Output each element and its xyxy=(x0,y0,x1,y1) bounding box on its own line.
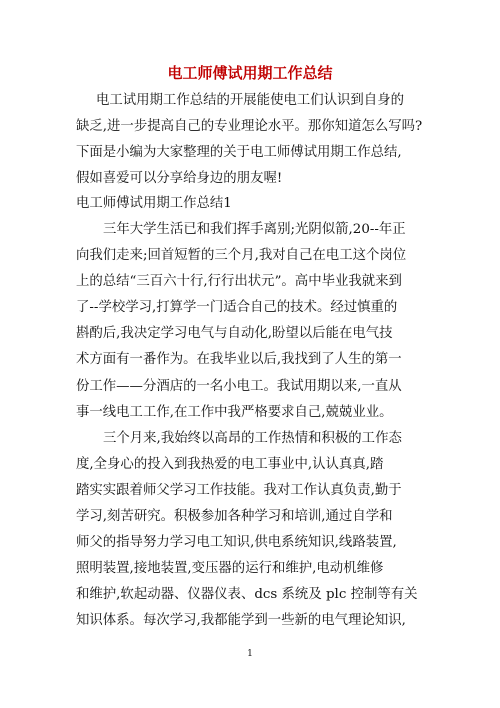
paragraph-line: 份工作——分酒店的一名小电工。我试用期以来,一直从 xyxy=(76,379,402,394)
paragraph-line: 了--学校学习,打算学一门适合自己的技术。经过慎重的 xyxy=(76,300,398,315)
paragraph-line: 和维护,软起动器、仪器仪表、dcs 系统及 plc 控制等有关 xyxy=(76,587,418,602)
paragraph-line: 向我们走来;回首短暂的三个月,我对自己在电工这个岗位 xyxy=(76,248,407,263)
paragraph-line: 斟酌后,我决定学习电气与自动化,盼望以后能在电气技 xyxy=(76,326,393,341)
section-heading: 电工师傅试用期工作总结1 xyxy=(76,196,232,211)
paragraph-line: 事一线电工工作,在工作中我严格要求自己,兢兢业业。 xyxy=(76,405,393,420)
paragraph-line: 上的总结“三百六十行,行行出状元”。高中毕业我就来到 xyxy=(76,274,402,289)
intro-line: 假如喜爱可以分享给身边的朋友喔! xyxy=(76,171,283,186)
paragraph-line: 度,全身心的投入到我热爱的电工事业中,认认真真,踏 xyxy=(76,457,384,472)
paragraph-line: 师父的指导努力学习电工知识,供电系统知识,线路装置, xyxy=(76,535,397,550)
paragraph-line: 知识体系。每次学习,我都能学到一些新的电气理论知识, xyxy=(76,613,406,628)
intro-line: 缺乏,进一步提高自己的专业理论水平。那你知道怎么写吗? xyxy=(76,119,423,134)
intro-line: 电工试用期工作总结的开展能使电工们认识到自身的 xyxy=(96,93,404,108)
page-number: 1 xyxy=(247,649,253,659)
intro-line: 下面是小编为大家整理的关于电工师傅试用期工作总结, xyxy=(76,145,402,160)
paragraph-line: 三个月来,我始终以高昂的工作热情和积极的工作态 xyxy=(103,431,402,446)
paragraph-line: 术方面有一番作为。在我毕业以后,我找到了人生的第一 xyxy=(76,352,402,367)
paragraph-line: 三年大学生活已和我们挥手离别;光阴似箭,20--年正 xyxy=(103,222,406,237)
document-title: 电工师傅试用期工作总结 xyxy=(167,64,333,82)
paragraph-line: 踏实实跟着师父学习工作技能。我对工作认真负责,勤于 xyxy=(76,483,402,498)
paragraph-line: 学习,刻苦研究。积极参加各种学习和培训,通过自学和 xyxy=(76,509,393,524)
paragraph-line: 照明装置,接地装置,变压器的运行和维护,电动机维修 xyxy=(76,561,384,576)
